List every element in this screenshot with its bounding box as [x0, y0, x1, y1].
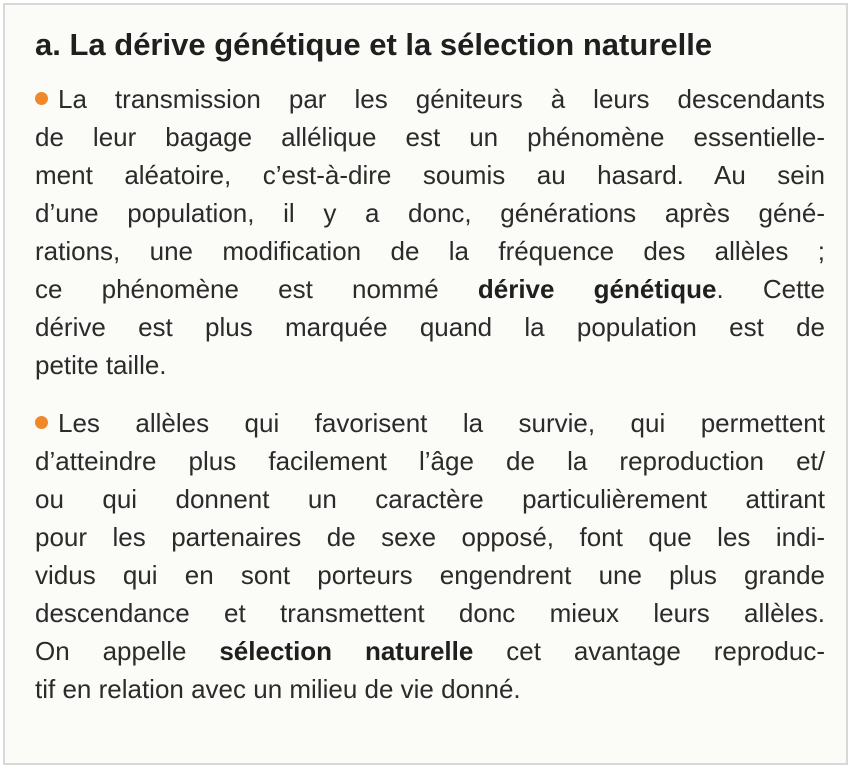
text-line: d’atteindre plus facilement l’âge de la reproduction et/ — [35, 446, 825, 476]
text-line: dérive est plus marquée quand la population est de — [35, 312, 825, 342]
text-line: Les allèles qui favorisent la survie, qui permettent — [35, 404, 825, 442]
text-line: ou qui donnent un caractère particulièrement attirant — [35, 484, 825, 514]
text-line: On appelle sélection naturelle cet avantage reproduc- — [35, 636, 825, 666]
text-line: ce phénomène est nommé dérive génétique. Cette — [35, 274, 825, 304]
text-line: petite taille. — [35, 350, 167, 380]
document-frame — [3, 3, 848, 765]
text-line: tif en relation avec un milieu de vie donné. — [35, 674, 521, 704]
text-line: descendance et transmettent donc mieux leurs allèles. — [35, 598, 825, 628]
paragraph-selection — [35, 404, 825, 708]
orange-bullet-icon — [35, 416, 48, 429]
orange-bullet-icon — [35, 92, 48, 105]
text-line: vidus qui en sont porteurs engendrent une plus grande — [35, 560, 825, 590]
text-line: de leur bagage allélique est un phénomène essentielle- — [35, 122, 825, 152]
text-line: ment aléatoire, c’est-à-dire soumis au hasard. Au sein — [35, 160, 825, 190]
term-selection-naturelle: sélection naturelle — [219, 636, 474, 666]
text-line: rations, une modification de la fréquence des allèles ; — [35, 236, 825, 266]
text-line: pour les partenaires de sexe opposé, font que les indi- — [35, 522, 825, 552]
section-heading: a. La dérive génétique et la sélection naturelle — [35, 27, 713, 62]
text-line: d’une population, il y a donc, générations après géné- — [35, 198, 825, 228]
term-derive-genetique: dérive génétique — [477, 274, 717, 304]
text-line: La transmission par les géniteurs à leurs descendants — [35, 80, 825, 118]
paragraph-derive — [35, 80, 825, 384]
document-content — [35, 25, 825, 708]
